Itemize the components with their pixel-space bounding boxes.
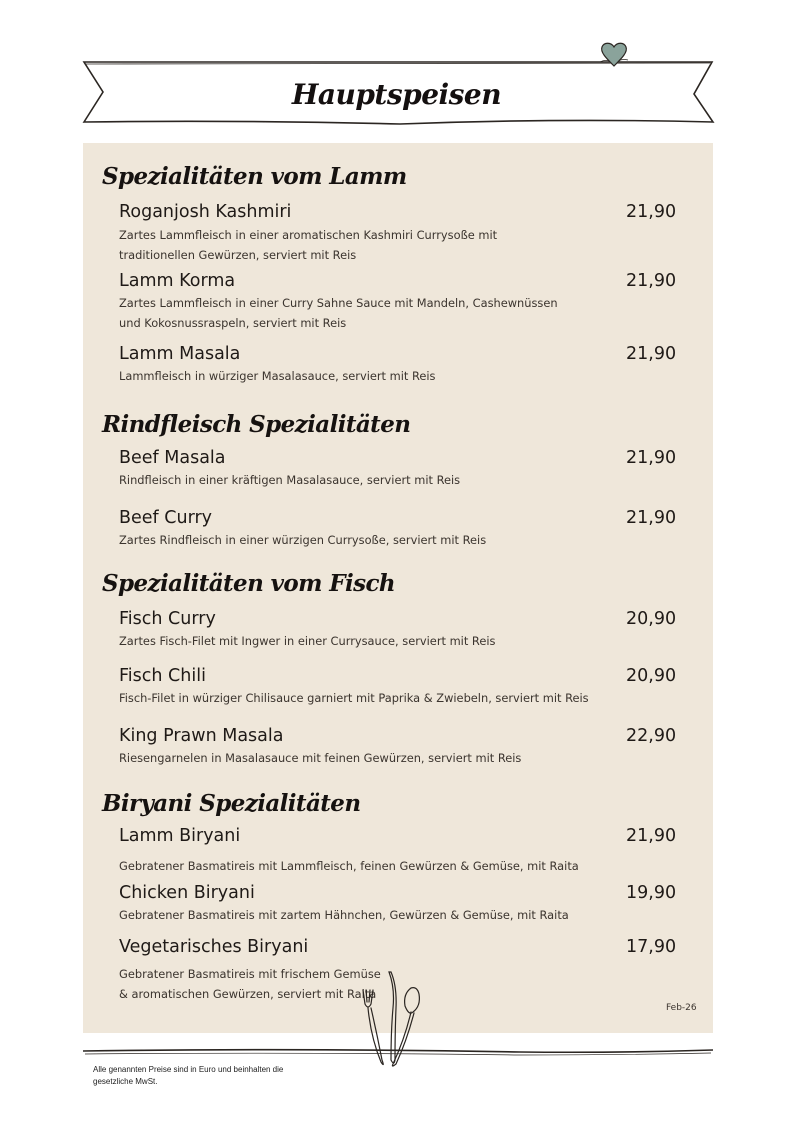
dish-name: Beef Masala	[119, 448, 226, 468]
section-title-fisch: Spezialitäten vom Fisch	[102, 570, 396, 597]
page-title: Hauptspeisen	[291, 78, 502, 111]
dish-name: Lamm Masala	[119, 344, 241, 364]
dish-description: Zartes Lammfleisch in einer aromatischen Kashmiri Currysoße mit traditionellen Gewürzen, serviert mit Reis	[119, 228, 498, 262]
dish-description: Riesengarnelen in Masalasauce mit feinen Gewürzen, serviert mit Reis	[119, 751, 522, 765]
title-banner	[0, 0, 793, 140]
dish-price: 21,90	[626, 344, 677, 364]
dish-price: 20,90	[626, 666, 677, 686]
dish-description: Gebratener Basmatireis mit Lammfleisch, feinen Gewürzen & Gemüse, mit Raita	[119, 859, 579, 873]
dish-name: Fisch Chili	[119, 666, 206, 686]
dish-name: Beef Curry	[119, 508, 213, 528]
dish-price: 21,90	[626, 202, 677, 222]
dish-description: Rindfleisch in einer kräftigen Masalasauce, serviert mit Reis	[119, 473, 461, 487]
dish-description: Gebratener Basmatireis mit zartem Hähnchen, Gewürzen & Gemüse, mit Raita	[119, 908, 569, 922]
footnote: Alle genannten Preise sind in Euro und beinhalten die gesetzliche MwSt.	[93, 1065, 284, 1086]
dish-price: 21,90	[626, 508, 677, 528]
dish-price: 19,90	[626, 883, 677, 903]
dish-description: Zartes Fisch-Filet mit Ingwer in einer Currysauce, serviert mit Reis	[119, 634, 496, 648]
dish-description: Gebratener Basmatireis mit frischem Gemüse & aromatischen Gewürzen, serviert mit Raita	[119, 967, 381, 1001]
date-code: Feb-26	[666, 1003, 697, 1013]
dish-price: 21,90	[626, 448, 677, 468]
dish-name: Lamm Korma	[119, 271, 236, 291]
dish-description: Zartes Rindfleisch in einer würzigen Currysoße, serviert mit Reis	[119, 533, 487, 547]
dish-description: Fisch-Filet in würziger Chilisauce garniert mit Paprika & Zwiebeln, serviert mit Reis	[119, 691, 589, 705]
cutlery-icon	[355, 968, 435, 1070]
dish-name: Fisch Curry	[119, 609, 216, 629]
dish-price: 21,90	[626, 826, 677, 846]
dish-price: 17,90	[626, 937, 677, 957]
section-title-rind: Rindfleisch Spezialitäten	[102, 411, 411, 438]
dish-description: Lammfleisch in würziger Masalasauce, serviert mit Reis	[119, 369, 436, 383]
dish-name: Vegetarisches Biryani	[119, 937, 309, 957]
dish-price: 21,90	[626, 271, 677, 291]
section-title-biryani: Biryani Spezialitäten	[102, 790, 361, 817]
dish-price: 20,90	[626, 609, 677, 629]
section-title-lamm: Spezialitäten vom Lamm	[102, 163, 407, 190]
dish-name: Lamm Biryani	[119, 826, 241, 846]
dish-description: Zartes Lammfleisch in einer Curry Sahne Sauce mit Mandeln, Cashewnüssen und Kokosnussraspeln, serviert mit Reis	[119, 296, 558, 330]
dish-name: Chicken Biryani	[119, 883, 255, 903]
dish-name: Roganjosh Kashmiri	[119, 202, 292, 222]
dish-price: 22,90	[626, 726, 677, 746]
dish-name: King Prawn Masala	[119, 726, 284, 746]
